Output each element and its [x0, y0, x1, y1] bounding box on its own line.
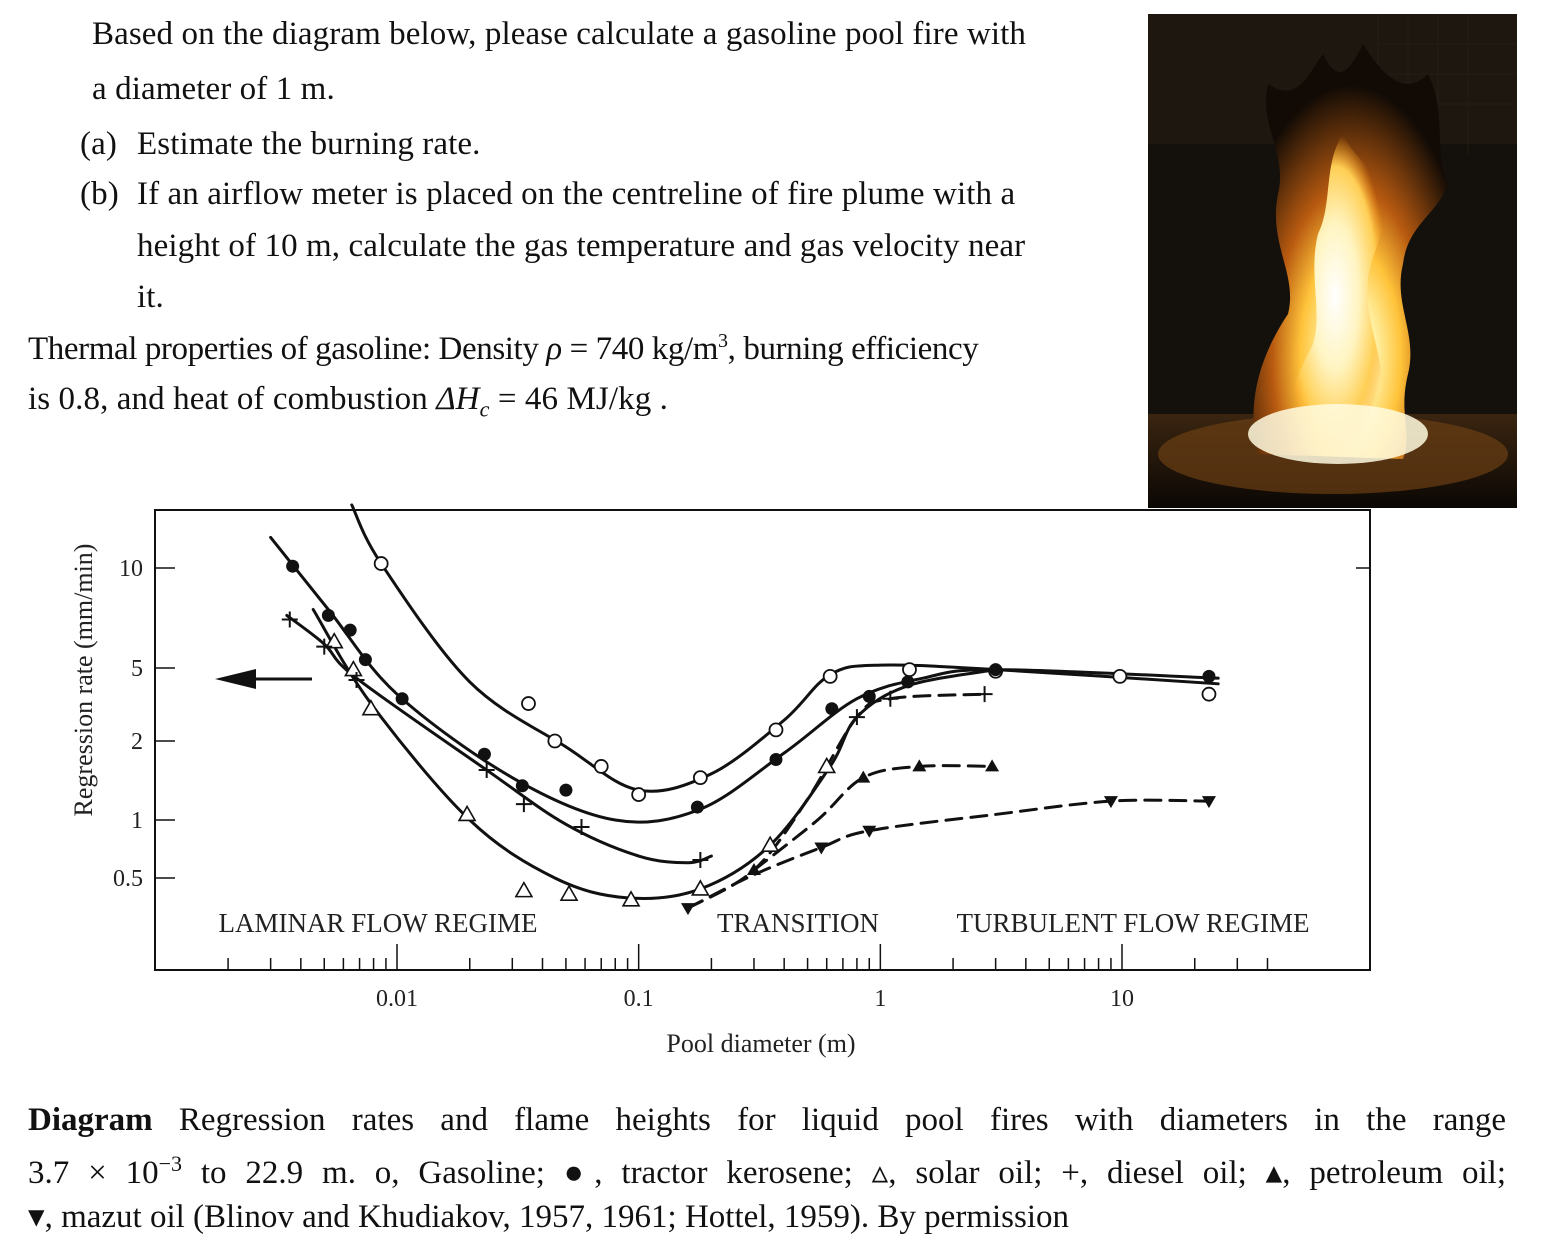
problem-intro-line1: Based on the diagram below, please calculate a gasoline pool fire with [92, 16, 1027, 52]
figure-caption [28, 1098, 1506, 1239]
gasoline-point [903, 663, 916, 676]
caption-bold-label: Diagram [28, 1102, 153, 1138]
arrow-head [215, 669, 256, 689]
heat-of-combustion-value: = 46 MJ/kg . [489, 381, 669, 417]
kerosene-curve [271, 537, 1219, 822]
kerosene-point [344, 624, 357, 637]
part-b-label: (b) [80, 176, 119, 212]
caption-line3: ▾, mazut oil (Blinov and Khudiakov, 1957, 1961; Hottel, 1959). By permission [28, 1199, 1069, 1235]
pool-fire-photo [1148, 14, 1517, 508]
kerosene-point [359, 653, 372, 666]
y-tick-label: 0.5 [113, 866, 143, 892]
turbulent-regime-label: TURBULENT FLOW REGIME [956, 908, 1310, 938]
caption-line1 [28, 1098, 1506, 1142]
y-tick-label: 5 [131, 656, 143, 682]
diesel-point [516, 796, 532, 812]
caption-line2-post: to 22.9 m. o, Gasoline; ●, tractor kerosene; ▵, solar oil; +, diesel oil; ▴, petroleum oil; [182, 1155, 1506, 1191]
y-axis-label: Regression rate (mm/min) [69, 543, 98, 817]
properties-text-a: Thermal properties of gasoline: Density [28, 331, 547, 367]
gasoline-point [694, 771, 707, 784]
heat-of-combustion-symbol: ΔH [436, 381, 480, 417]
gasoline-point [1113, 670, 1126, 683]
caption-line1-text: Regression rates and flame heights for liquid pool fires with diameters in the range [152, 1102, 1506, 1138]
y-tick-label: 10 [119, 556, 143, 582]
properties-line2 [28, 381, 668, 423]
mazut-oil-curve [688, 800, 1209, 908]
kerosene-point [396, 692, 409, 705]
gasoline-point [375, 557, 388, 570]
chart-canvas [0, 500, 1546, 1070]
kerosene-point [989, 663, 1002, 676]
kerosene-point [901, 675, 914, 688]
density-unit-exponent: 3 [718, 330, 728, 352]
part-b-line3: it. [137, 279, 164, 315]
problem-intro-line2: a diameter of 1 m. [92, 71, 335, 107]
diesel-point [882, 691, 898, 707]
properties-line1 [28, 330, 978, 368]
properties-text-b: , burning efficiency [727, 331, 979, 367]
x-tick-label: 1 [874, 986, 887, 1012]
solar-oil-point [363, 701, 379, 715]
kerosene-point [322, 609, 335, 622]
kerosene-point [1202, 670, 1215, 683]
gasoline-curve [352, 505, 1218, 791]
diesel-point [977, 686, 993, 702]
y-tick-label: 2 [131, 729, 143, 755]
caption-line2-exponent: −3 [158, 1151, 183, 1176]
x-tick-label: 0.01 [376, 986, 418, 1012]
transition-regime-label: TRANSITION [717, 908, 879, 938]
gasoline-point [1202, 688, 1215, 701]
diesel-point [573, 819, 589, 835]
y-tick-label: 1 [131, 808, 143, 834]
gasoline-point [769, 723, 782, 736]
gasoline-point [548, 735, 561, 748]
caption-line2 [28, 1142, 1506, 1195]
x-tick-label: 0.1 [623, 986, 654, 1012]
solar-oil-curve [313, 610, 995, 899]
solar-oil-point [561, 886, 577, 900]
part-a-label: (a) [80, 126, 117, 162]
petroleum-oil-point [985, 759, 999, 771]
mazut-oil-point [862, 826, 876, 838]
properties-text-c: is 0.8, and heat of combustion [28, 381, 437, 417]
gasoline-point [522, 697, 535, 710]
kerosene-point [863, 690, 876, 703]
petroleum-oil-point [856, 771, 870, 783]
part-b-line2: height of 10 m, calculate the gas temperature and gas velocity near [137, 228, 1026, 264]
kerosene-point [286, 560, 299, 573]
caption-line2-pre: 3.7 × 10 [28, 1155, 159, 1191]
gasoline-point [632, 788, 645, 801]
laminar-regime-label: LAMINAR FLOW REGIME [218, 908, 538, 938]
kerosene-point [478, 748, 491, 761]
x-tick-label: 10 [1110, 986, 1134, 1012]
regression-rate-chart [0, 500, 1546, 1075]
mazut-oil-point [681, 903, 695, 915]
kerosene-point [691, 801, 704, 814]
diesel-point [692, 852, 708, 868]
kerosene-point [769, 753, 782, 766]
rho-symbol: ρ [546, 331, 562, 367]
kerosene-point [825, 702, 838, 715]
heat-of-combustion-subscript: c [479, 396, 490, 422]
pool-fire-image [1148, 14, 1517, 508]
part-b-line1: If an airflow meter is placed on the centreline of fire plume with a [137, 176, 1016, 212]
part-a-text: Estimate the burning rate. [137, 126, 481, 162]
solar-oil-point [516, 883, 532, 897]
gasoline-point [824, 670, 837, 683]
density-value: = 740 kg/m [561, 331, 719, 367]
diesel-curve-solid [287, 615, 712, 862]
x-axis-label: Pool diameter (m) [666, 1029, 856, 1058]
gasoline-point [595, 760, 608, 773]
kerosene-point [559, 784, 572, 797]
kerosene-point [516, 779, 529, 792]
diesel-point [282, 611, 298, 627]
